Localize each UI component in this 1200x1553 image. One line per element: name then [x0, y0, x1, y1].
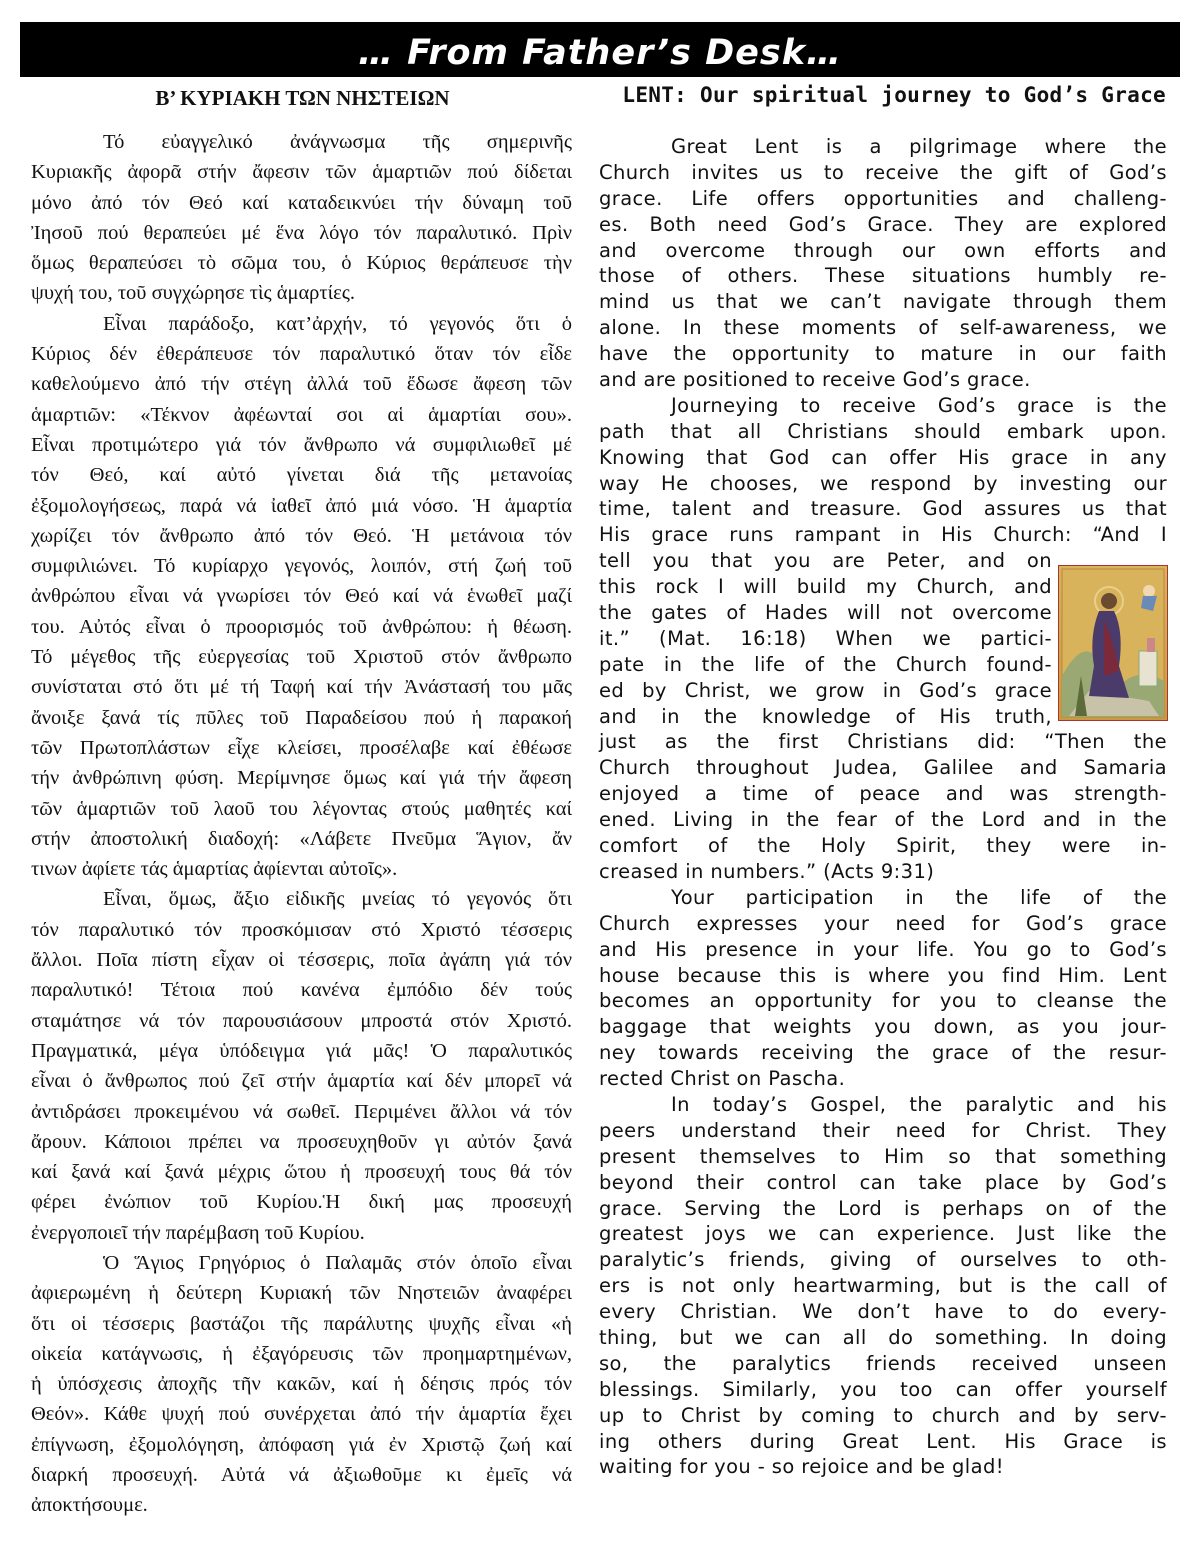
text-line: Knowing that God can offer His grace in any — [599, 445, 1167, 469]
text-line: Great Lent is a pilgrimage where the — [671, 135, 1167, 158]
english-article-body — [599, 134, 1167, 1480]
text-line: τινων ἀφίετε τάς ἁμαρτίας ἀφίενται αὐτοῖς». — [31, 858, 398, 881]
text-line: Ἰησοῦ πού θεραπεύει μέ ἕνα λόγο τόν παραλυτικό. Πρὶν — [31, 221, 572, 244]
text-line: alone. In these moments of self-awareness, we — [599, 316, 1167, 340]
text-line: peers understand their need for Christ. They — [599, 1118, 1167, 1142]
text-line: ἐνεργοποιεῖ τήν παρέμβαση τοῦ Κυρίου. — [31, 1221, 365, 1244]
text-line: time, talent and treasure. God assures us that — [599, 497, 1167, 521]
text-line: Κυριακῆς ἀφορᾶ στήν ἄφεσιν τῶν ἁμαρτιῶν πού δίδεται — [31, 161, 572, 184]
text-line: του. Αὐτός εἶναι ὁ προορισμός τοῦ ἀνθρώπου: ἡ θέωση. — [31, 615, 572, 638]
text-line: ὅμως θεραπεύσει τὸ σῶμα του, ὁ Κύριος θεράπευσε τὴν — [31, 252, 572, 275]
text-line: blessings. Similarly, you too can offer yourself — [599, 1377, 1167, 1401]
text-line: tell you that you are Peter, and on — [599, 549, 1052, 573]
text-line: ἡ ὑπόσχεσις ἀποχῆς τῆν κακῶν, καί ἡ δέησις πρός τόν — [31, 1373, 572, 1396]
text-line: τόν Θεό, καί αὐτό γίνεται διά τῆς μετανοίας — [31, 464, 572, 487]
text-line: σταμάτησε νά τόν παρουσιάσουν μπροστά στόν Χριστό. — [31, 1009, 572, 1032]
text-line: ἐπίγνωση, ἐξομολόγηση, ἀπόφαση γιά ἐν Χριστῷ ζωή καί — [31, 1433, 572, 1456]
text-line: have the opportunity to mature in our faith — [599, 342, 1167, 366]
text-line: every Christian. We don’t have to do every- — [599, 1300, 1167, 1324]
text-line: συνίσταται στό ὅτι μέ τή Ταφή καί τήν Ἀνάστασή του μᾶς — [31, 676, 572, 699]
text-line: ψυχή του, τοῦ συγχώρησε τὶς ἁμαρτίες. — [31, 282, 356, 305]
text-line: becomes an opportunity for you to cleanse the — [599, 989, 1167, 1013]
newsletter-banner-title: … From Father’s Desk… — [20, 22, 1180, 77]
text-line: ney towards receiving the grace of the resur- — [599, 1041, 1167, 1065]
text-line: καί ξανά καί ξανά μέχρις ὥτου ἡ προσευχή τους θά τόν — [31, 1161, 572, 1184]
text-line: beyond their control can take place by God’s — [599, 1170, 1167, 1194]
text-line: paralytic’s friends, giving of ourselves to oth- — [599, 1248, 1167, 1272]
text-line: greatest joys we can experience. Just like the — [599, 1222, 1167, 1246]
text-line: ὅτι οἱ τέσσερις βαστάζοι τῆς παράλυτης ψυχῆς εἶναι «ἡ — [31, 1312, 572, 1335]
text-line: grace. Life offers opportunities and challeng- — [599, 186, 1167, 210]
text-line: His grace runs rampant in His Church: “And I — [599, 523, 1167, 547]
text-line: house because this is where you find Him. Lent — [599, 963, 1167, 987]
text-line: Church invites us to receive the gift of God’s — [599, 160, 1167, 184]
text-line: ἄρουν. Κάποιοι πρέπει να προσευχηθοῦν γι αὐτόν ξανά — [31, 1130, 572, 1153]
text-line: μόνο ἀπό τόν Θεό καί καταδεικνύει τήν δύναμη τοῦ — [31, 191, 572, 214]
text-line: those of others. These situations humbly re- — [599, 264, 1167, 288]
text-line: οἰκεία κατάγνωσις, ἡ ἐξαγόρευσις τῶν προημαρτημένων, — [31, 1342, 572, 1365]
text-line: ened. Living in the fear of the Lord and in the — [599, 808, 1167, 832]
greek-article-heading: Β’ ΚΥΡΙΑΚΗ ΤΩΝ ΝΗΣΤΕΙΩΝ — [155, 86, 450, 110]
text-line: mind us that we can’t navigate through them — [599, 290, 1167, 314]
english-article-heading: LENT: Our spiritual journey to God’s Grace — [622, 83, 1166, 107]
text-line: comfort of the Holy Spirit, they were in- — [599, 834, 1167, 858]
text-line: καθελούμενο ἀπό τήν στέγη ἀλλά τοῦ ἔδωσε ἄφεση τῶν — [31, 373, 572, 396]
text-line: Πραγματικά, μέγα ὑπόδειγμα γιά μᾶς! Ὁ παραλυτικός — [31, 1039, 572, 1062]
text-line: present themselves to Him so that something — [599, 1144, 1167, 1168]
text-line: pate in the life of the Church found- — [599, 652, 1052, 676]
text-line: up to Christ by coming to church and by serv- — [599, 1403, 1167, 1427]
text-line: Your participation in the life of the — [671, 885, 1167, 909]
text-line: Θεόν». Κάθε ψυχή πού συνέρχεται ἀπό τήν ἁμαρτία ἔχει — [31, 1403, 572, 1426]
text-line: way He chooses, we respond by investing our — [599, 471, 1167, 495]
text-line: ers is not only heartwarming, but is the call of — [599, 1274, 1167, 1298]
text-line: στήν ἀποστολική διαδοχή: «Λάβετε Πνεῦμα Ἅγιον, ἄν — [31, 827, 572, 850]
text-line: so, the paralytics friends received unseen — [599, 1351, 1167, 1375]
text-line: ἄνοιξε ξανά τίς πῦλες τοῦ Παραδείσου πού ἡ παρακοή — [31, 706, 572, 729]
text-line: In today’s Gospel, the paralytic and his — [671, 1092, 1167, 1116]
text-line: Εἶναι προτιμώτερο γιά τόν ἄνθρωπο νά συμφιλιωθεῖ μέ — [31, 433, 572, 456]
text-line: εἶναι ὁ ἄνθρωπος πού ζεῖ στήν ἁμαρτία καί δέν μπορεῖ νά — [31, 1070, 572, 1093]
text-line: thing, but we can all do something. In doing — [599, 1325, 1167, 1349]
text-line: it.” (Mat. 16:18) When we partici- — [599, 626, 1052, 650]
text-line: ἀποκτήσουμε. — [31, 1494, 148, 1517]
text-line: φέρει ἐνώπιον τοῦ Κυρίου.Ἡ δική μας προσευχή — [31, 1191, 572, 1214]
text-line: rected Christ on Pascha. — [599, 1067, 846, 1091]
text-line: Εἶναι παράδοξο, κατ’ἀρχήν, τό γεγονός ὅτι ὁ — [103, 312, 572, 335]
text-line: Journeying to receive God’s grace is the — [671, 393, 1167, 417]
text-line: ing others during Great Lent. His Grace is — [599, 1429, 1167, 1453]
text-line: and are positioned to receive God’s grace. — [599, 368, 1031, 392]
text-line: ἁμαρτιῶν: «Τέκνον ἀφέωνταί σοι αἱ ἁμαρτίαι σου». — [31, 403, 572, 426]
text-line: grace. Serving the Lord is perhaps on of the — [599, 1196, 1167, 1220]
text-line: baggage that weights you down, as you jour- — [599, 1015, 1167, 1039]
gethsemane-icon-image — [1058, 565, 1168, 721]
text-line: ἀνθρώπου εἶναι νά γνωρίσει τόν Θεό καί νά ἑνωθεῖ μαζί — [31, 585, 572, 608]
text-line: just as the first Christians did: “Then the — [599, 730, 1167, 754]
text-line: συμφιλιώνει. Τό κυρίαρχο γεγονός, λοιπόν, στή ζωή τοῦ — [31, 555, 572, 578]
text-line: the gates of Hades will not overcome — [599, 601, 1052, 625]
text-line: enjoyed a time of peace and was strength- — [599, 782, 1167, 806]
text-line: τήν ἀνθρώπινη φύση. Μερίμνησε ὅμως καί γιά τήν ἄφεση — [31, 767, 572, 790]
text-line: παραλυτικό! Τέτοια πού κανένα ἐμπόδιο δέν τούς — [31, 979, 572, 1002]
text-line: ed by Christ, we grow in God’s grace — [599, 678, 1052, 702]
text-line: creased in numbers.” (Acts 9:31) — [599, 859, 935, 883]
text-line: ἀφιερωμένη ἡ δεύτερη Κυριακή τῶν Νηστειῶν ἀναφέρει — [31, 1282, 572, 1305]
text-line: and overcome through our own efforts and — [599, 238, 1167, 262]
text-line: path that all Christians should embark upon. — [599, 419, 1167, 443]
text-line: χωρίζει τόν ἄνθρωπο ἀπό τόν Θεό. Ἡ μετάνοια τόν — [31, 524, 572, 547]
text-line: Ὁ Ἅγιος Γρηγόριος ὁ Παλαμᾶς στόν ὁποῖο εἶναι — [103, 1251, 572, 1274]
text-line: Τό μέγεθος τῆς εὐεργεσίας τοῦ Χριστοῦ στόν ἄνθρωπο — [31, 646, 572, 669]
text-line: Εἶναι, ὅμως, ἄξιο εἰδικῆς μνείας τό γεγονός ὅτι — [103, 888, 572, 911]
text-line: ἀντιδράσει προκειμένου νά σωθεῖ. Περιμένει ἄλλοι νά τόν — [31, 1100, 572, 1123]
text-line: and in the knowledge of His truth, — [599, 704, 1052, 728]
text-line: this rock I will build my Church, and — [599, 575, 1052, 599]
text-line: ἄλλοι. Ποῖα πίστη εἶχαν οἱ τέσσερις, ποῖα ἀγάπη γιά τόν — [31, 949, 572, 972]
text-line: and His presence in your life. You go to God’s — [599, 937, 1167, 961]
text-line: es. Both need God’s Grace. They are explored — [599, 212, 1167, 236]
text-line: Τό εὐαγγελικό ἀνάγνωσμα τῆς σημερινῆς — [103, 131, 572, 153]
text-line: Church throughout Judea, Galilee and Samaria — [599, 756, 1167, 780]
text-line: Κύριος δέν ἐθεράπευσε τόν παραλυτικό ὅταν τόν εἶδε — [31, 343, 572, 366]
text-line: τῶν Πρωτοπλάστων εἶχε κλείσει, προσέλαβε καί ἐθέωσε — [31, 736, 572, 759]
text-line: Church expresses your need for God’s grace — [599, 911, 1167, 935]
text-line: τόν παραλυτικό τόν προσκόμισαν στό Χριστό τέσσερις — [31, 918, 572, 941]
text-line: waiting for you - so rejoice and be glad! — [599, 1455, 1004, 1479]
greek-article-body — [31, 127, 572, 1521]
text-line: ἐξομολογήσεως, παρά νά ἰαθεῖ ἀπό μιά νόσο. Ἡ ἁμαρτία — [31, 494, 572, 517]
text-line: τῶν ἁμαρτιῶν τοῦ λαοῦ του λέγοντας στούς μαθητές καί — [31, 797, 572, 820]
text-line: διαρκή προσευχή. Αὐτά νά ἀξιωθοῦμε κι ἐμεῖς νά — [31, 1464, 572, 1487]
